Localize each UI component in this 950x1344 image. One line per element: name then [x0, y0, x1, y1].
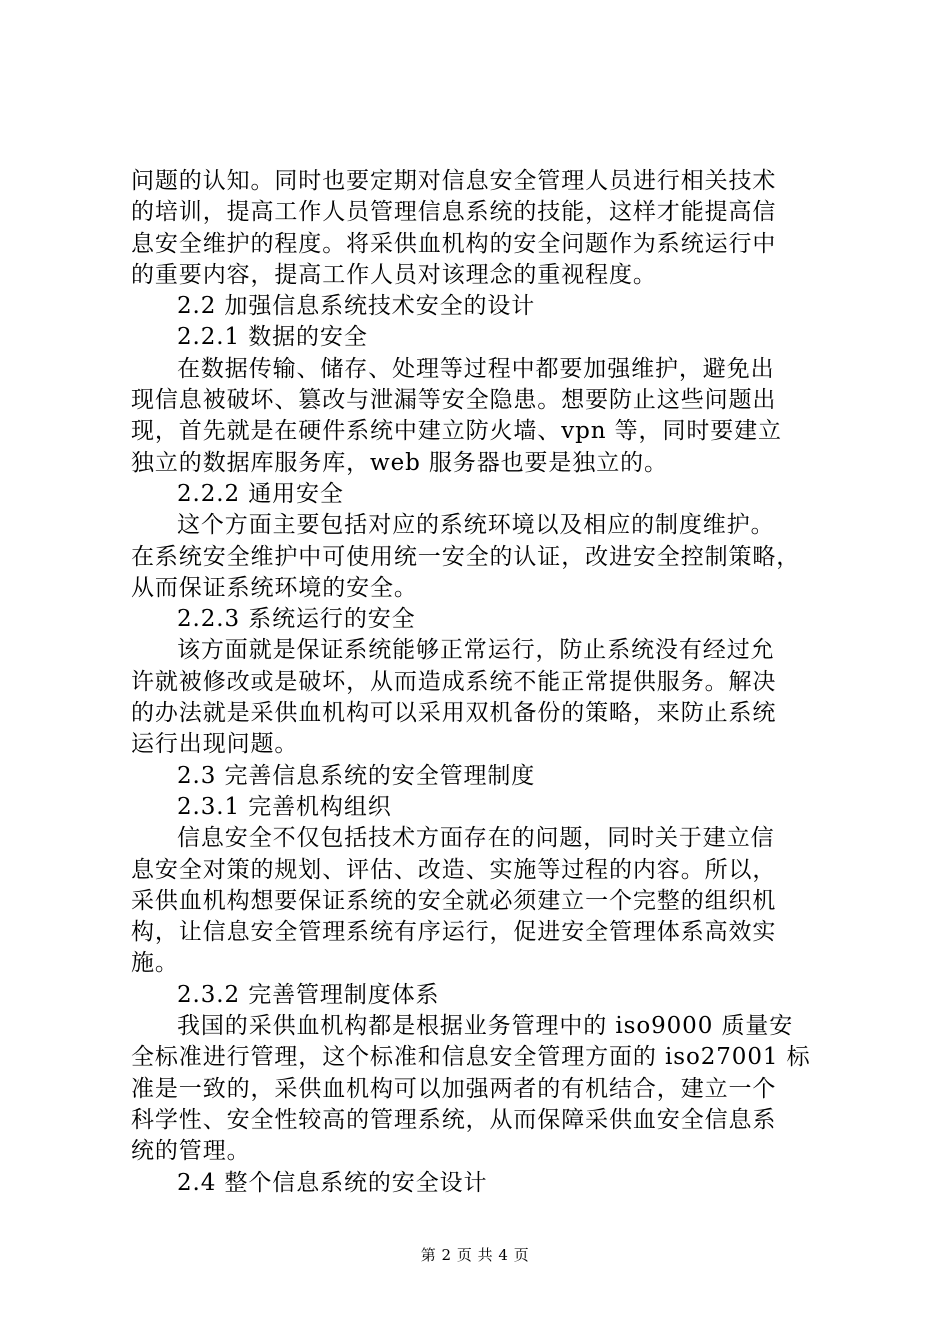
- text-line: 现，首先就是在硬件系统中建立防火墙、vpn 等，同时要建立: [131, 418, 782, 445]
- text-line: 科学性、安全性较高的管理系统，从而保障采供血安全信息系: [131, 1106, 777, 1133]
- text-line: 信息安全不仅包括技术方面存在的问题，同时关于建立信: [177, 825, 775, 852]
- text-line: 的培训，提高工作人员管理信息系统的技能，这样才能提高信: [131, 199, 777, 226]
- text-line: 息安全对策的规划、评估、改造、实施等过程的内容。所以，: [131, 856, 777, 883]
- text-line: 2.2.2 通用安全: [177, 480, 344, 507]
- text-line: 统的管理。: [131, 1138, 251, 1165]
- text-line: 构，让信息安全管理系统有序运行，促进安全管理体系高效实: [131, 919, 777, 946]
- text-line: 该方面就是保证系统能够正常运行，防止系统没有经过允: [177, 637, 775, 664]
- document-body: [131, 166, 841, 1199]
- text-line: 许就被修改或是破坏，从而造成系统不能正常提供服务。解决: [131, 668, 777, 695]
- text-line: 的办法就是采供血机构可以采用双机备份的策略，来防止系统: [131, 700, 777, 727]
- text-line: 2.3 完善信息系统的安全管理制度: [177, 762, 536, 789]
- text-line: 2.2.1 数据的安全: [177, 324, 368, 351]
- text-line: 息安全维护的程度。将采供血机构的安全问题作为系统运行中: [131, 230, 777, 257]
- text-line: 在数据传输、储存、处理等过程中都要加强维护，避免出: [177, 355, 775, 382]
- text-line: 2.2.3 系统运行的安全: [177, 606, 416, 633]
- text-line: 准是一致的，采供血机构可以加强两者的有机结合，建立一个: [131, 1075, 777, 1102]
- text-line: 施。: [131, 950, 179, 977]
- text-line: 全标准进行管理，这个标准和信息安全管理方面的 iso27001 标: [131, 1044, 811, 1071]
- text-line: 2.4 整个信息系统的安全设计: [177, 1169, 488, 1196]
- text-line: 现信息被破坏、篡改与泄漏等安全隐患。想要防止这些问题出: [131, 387, 777, 414]
- text-line: 我国的采供血机构都是根据业务管理中的 iso9000 质量安: [177, 1013, 794, 1040]
- text-line: 问题的认知。同时也要定期对信息安全管理人员进行相关技术: [131, 168, 777, 194]
- text-line: 2.3.1 完善机构组织: [177, 793, 392, 820]
- text-line: 的重要内容，提高工作人员对该理念的重视程度。: [131, 261, 657, 288]
- text-line: 2.2 加强信息系统技术安全的设计: [177, 293, 536, 320]
- text-line: 从而保证系统环境的安全。: [131, 574, 418, 601]
- text-line: 运行出现问题。: [131, 731, 299, 758]
- text-line: 这个方面主要包括对应的系统环境以及相应的制度维护。: [177, 512, 775, 539]
- text-line: 独立的数据库服务库，web 服务器也要是独立的。: [131, 449, 668, 476]
- text-line: 在系统安全维护中可使用统一安全的认证，改进安全控制策略，: [131, 543, 801, 570]
- text-line: 采供血机构想要保证系统的安全就必须建立一个完整的组织机: [131, 887, 777, 914]
- page-footer: 第 2 页 共 4 页: [420, 1246, 530, 1264]
- text-line: 2.3.2 完善管理制度体系: [177, 981, 440, 1008]
